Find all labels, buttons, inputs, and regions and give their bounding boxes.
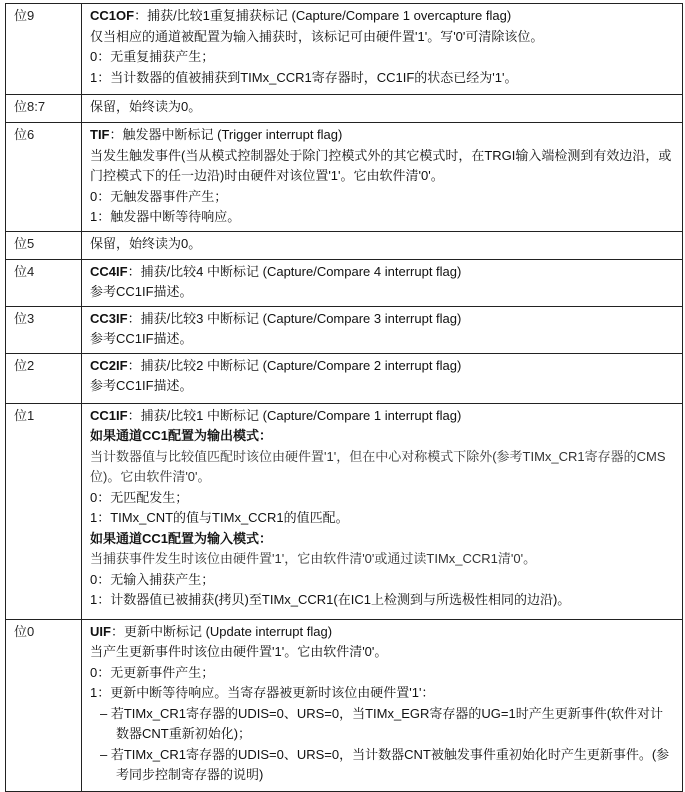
description-line: 1：当计数器的值被捕获到TIMx_CCR1寄存器时，CC1IF的状态已经为'1'。 — [90, 69, 518, 85]
field-title-text: ：捕获/比较1重复捕获标记 (Capture/Compare 1 overcapture flag) — [134, 8, 512, 23]
field-title — [90, 125, 676, 146]
table-row — [6, 231, 683, 259]
bit-description — [82, 259, 683, 306]
description-line: 0：无匹配发生； — [90, 489, 189, 505]
bit-label: 位4 — [6, 259, 82, 306]
register-bit-table — [5, 3, 683, 792]
description-line: 当捕获事件发生时该位由硬件置'1'，它由软件清'0'或通过读TIMx_CCR1清'0'。 — [90, 551, 537, 566]
field-name: CC2IF — [90, 357, 128, 373]
table-row — [6, 4, 683, 95]
field-title — [90, 356, 676, 377]
description-line: 0：无输入捕获产生； — [90, 571, 215, 587]
description-line: 当产生更新事件时该位由硬件置'1'。它由软件清'0'。 — [90, 644, 388, 659]
bit-description — [82, 353, 683, 403]
field-name: CC3IF — [90, 310, 128, 326]
field-title — [90, 309, 676, 330]
description-line: 0：无触发器事件产生； — [90, 188, 228, 204]
bullet-item: – 若TIMx_CR1寄存器的UDIS=0、URS=0，当计数器CNT被触发事件重初始化时产生更新事件。(参考同步控制寄存器的说明) — [100, 746, 670, 782]
bit-description — [82, 403, 683, 619]
bit-label: 位6 — [6, 123, 82, 232]
field-title-text: ：捕获/比较2 中断标记 (Capture/Compare 2 interrupt flag) — [127, 357, 462, 373]
description-line: 当计数器值与比较值匹配时该位由硬件置'1'，但在中心对称模式下除外(参考TIMx_CR1寄存器的CMS位)。它由软件清'0'。 — [90, 448, 666, 484]
field-title-text: ：捕获/比较1 中断标记 (Capture/Compare 1 interrupt flag) — [127, 407, 462, 423]
field-title-text: ：捕获/比较3 中断标记 (Capture/Compare 3 interrupt flag) — [127, 310, 462, 326]
table-row — [6, 353, 683, 403]
bit-description — [82, 4, 683, 95]
table-body — [6, 4, 683, 792]
field-title-text: ：触发器中断标记 (Trigger interrupt flag) — [109, 127, 343, 142]
description-line: 参考CC1IF描述。 — [90, 378, 193, 393]
description-line: 1：触发器中断等待响应。 — [90, 209, 241, 224]
field-name: UIF — [90, 623, 111, 639]
bit-description — [82, 95, 683, 123]
description-line: 1：计数器值已被捕获(拷贝)至TIMx_CCR1(在IC1上检测到与所选极性相同的边沿)。 — [90, 592, 571, 607]
description-line: 仅当相应的通道被配置为输入捕获时，该标记可由硬件置'1'。写'0'可清除该位。 — [90, 28, 544, 44]
field-name: TIF — [90, 127, 110, 142]
field-title — [90, 622, 676, 643]
table-row — [6, 123, 683, 232]
field-name: CC4IF — [90, 263, 128, 279]
bit-description — [82, 123, 683, 232]
bit-label: 位2 — [6, 353, 82, 403]
bit-description — [82, 306, 683, 353]
bit-description — [82, 619, 683, 791]
bit-label: 位9 — [6, 4, 82, 95]
table-row — [6, 259, 683, 306]
description-line: 1：TIMx_CNT的值与TIMx_CCR1的值匹配。 — [90, 510, 349, 525]
table-row — [6, 306, 683, 353]
field-title — [90, 6, 676, 27]
bit-label: 位3 — [6, 306, 82, 353]
bit-description — [82, 231, 683, 259]
description-line: 1：更新中断等待响应。当寄存器被更新时该位由硬件置'1'： — [90, 685, 435, 700]
field-name: CC1OF — [90, 8, 135, 23]
description-line: 保留，始终读为0。 — [90, 99, 202, 114]
description-line: 保留，始终读为0。 — [90, 235, 202, 251]
table-row — [6, 95, 683, 123]
mode-heading: 如果通道CC1配置为输出模式： — [90, 428, 273, 443]
bit-label: 位5 — [6, 231, 82, 259]
description-line: 参考CC1IF描述。 — [90, 284, 193, 299]
mode-heading: 如果通道CC1配置为输入模式： — [90, 530, 273, 546]
field-title-text: ：捕获/比较4 中断标记 (Capture/Compare 4 interrupt flag) — [127, 263, 462, 279]
bullet-item: – 若TIMx_CR1寄存器的UDIS=0、URS=0，当TIMx_EGR寄存器的UG=1时产生更新事件(软件对计数器CNT重新初始化)； — [100, 705, 664, 741]
description-line: 0：无重复捕获产生； — [90, 49, 215, 64]
bit-label: 位0 — [6, 619, 82, 791]
field-name: CC1IF — [90, 407, 128, 423]
bit-label: 位8:7 — [6, 95, 82, 123]
table-row — [6, 403, 683, 619]
description-line: 当发生触发事件(当从模式控制器处于除门控模式外的其它模式时，在TRGI输入端检测到有效边沿，或门控模式下的任一边沿)时由硬件对该位置'1'。它由软件清'0'。 — [90, 147, 672, 183]
description-line: 参考CC1IF描述。 — [90, 331, 193, 346]
table-row — [6, 619, 683, 791]
field-title — [90, 262, 676, 283]
field-title-text: ：更新中断标记 (Update interrupt flag) — [110, 623, 333, 639]
description-line: 0：无更新事件产生； — [90, 664, 215, 680]
bit-label: 位1 — [6, 403, 82, 619]
field-title — [90, 406, 676, 427]
